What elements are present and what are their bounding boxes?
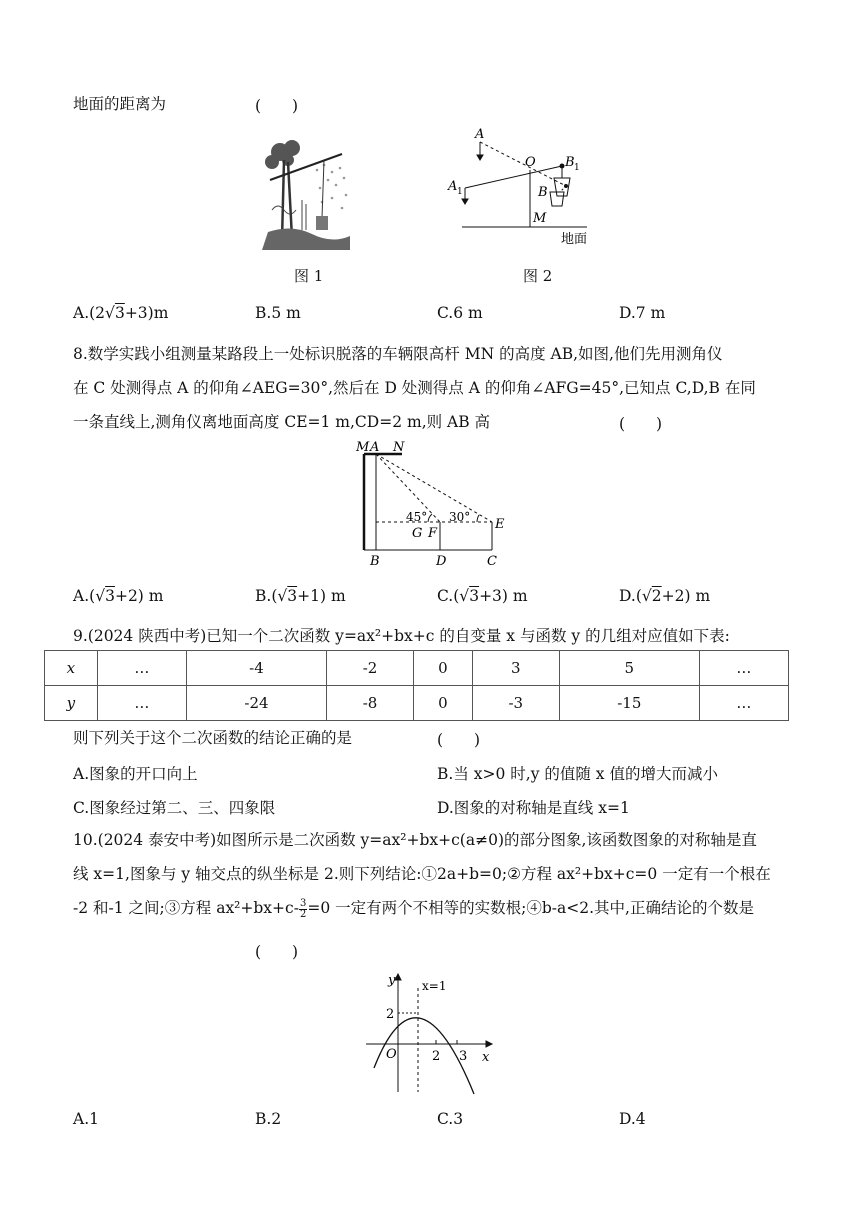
q10-fig-label-x: x [482,1050,490,1065]
table-cell: -15 [559,686,699,721]
table-cell: -24 [186,686,326,721]
q7-figure-1-caption: 图 1 [294,267,324,285]
q7-answer-paren: ( ) [255,97,299,115]
q8-figure-diagram [350,436,530,570]
q8-option-c: C.(√3+3) m [437,587,528,605]
q10-stem-line-1: 10.(2024 泰安中考)如图所示是二次函数 y=ax²+bx+c(a≠0)的部分图象,该函数图象的对称轴是直 [73,831,757,849]
table-cell: 0 [414,686,473,721]
q8-stem-line-2: 在 C 处测得点 A 的仰角∠AEG=30°,然后在 D 处测得点 A 的仰角∠AFG=45°,已知点 C,D,B 在同 [73,379,756,397]
fig2-label-B: B [538,185,548,200]
q8-fig-label-A: A [370,440,380,455]
q8-option-a-radicand: 3 [105,587,115,605]
table-cell: … [97,686,186,721]
q7-option-b: B.5 m [255,304,301,322]
q8-stem-line-3: 一条直线上,测角仪离地面高度 CE=1 m,CD=2 m,则 AB 高 [73,413,491,431]
fig2-label-B1-subscript: 1 [574,163,580,173]
q8-fig-label-30: 30° [449,510,471,524]
q7-option-a-post: +3)m [124,304,169,322]
q7-figure-2-caption: 图 2 [523,267,553,285]
q8-option-b-post: +1) m [297,587,346,605]
q8-option-d-post: +2) m [661,587,711,605]
q9-answer-paren: ( ) [437,731,481,749]
table-cell: -2 [327,651,414,686]
q7-tail-text: 地面的距离为 [73,95,167,113]
q8-option-d-pre: ( [635,587,642,605]
q7-figure-2-diagram [440,122,600,252]
q9-option-d: D.图象的对称轴是直线 x=1 [437,799,630,817]
q10-fraction-denominator: 2 [299,908,307,920]
q8-option-b-letter: B. [255,587,272,605]
q9-option-b: B.当 x>0 时,y 的值随 x 值的增大而减小 [437,765,718,783]
fig2-label-A1: A [448,179,458,194]
table-cell: y [45,686,98,721]
q8-fig-label-N: N [393,440,405,455]
q10-option-d: D.4 [619,1110,646,1128]
table-row [45,651,789,686]
q8-fig-label-D: D [436,554,447,569]
fig2-label-M: M [533,211,547,226]
q8-fig-label-E: E [495,517,505,532]
q7-option-d: D.7 m [619,304,666,322]
q7-option-c: C.6 m [437,304,483,322]
q8-answer-paren: ( ) [619,415,663,433]
q8-option-c-radicand: 3 [469,587,480,605]
q10-fig-label-axis: x=1 [422,979,447,993]
q7-option-a: A.(2√3+3)m [73,304,169,322]
q8-option-a-post: +2) m [114,587,164,605]
q10-figure-parabola [360,968,500,1098]
q8-option-a-pre: ( [89,587,96,605]
fig2-label-O: O [525,155,536,170]
q8-option-a: A.(√3+2) m [73,587,164,605]
table-cell: 0 [414,651,473,686]
q10-stem-line-3-part-b: =0 一定有两个不相等的实数根;④b-a<2.其中,正确结论的个数是 [307,899,754,917]
q10-stem-line-3-part-a: -2 和-1 之间;③方程 ax²+bx+c- [73,899,299,917]
fig2-label-A: A [475,127,485,142]
table-cell: -4 [186,651,326,686]
q8-fig-label-M: M [356,440,370,455]
q9-stem: 9.(2024 陕西中考)已知一个二次函数 y=ax²+bx+c 的自变量 x 与函数 y 的几组对应值如下表: [73,627,730,645]
table-cell: … [699,686,788,721]
q8-option-b-radicand: 3 [287,587,298,605]
table-cell: … [699,651,788,686]
q10-fig-label-y: y [388,973,396,988]
q8-option-a-letter: A. [73,587,90,605]
q8-option-c-post: +3) m [479,587,528,605]
q8-fig-label-F: F [428,526,438,541]
q8-fig-label-G: G [412,526,423,541]
fig2-label-B1: B [565,155,575,170]
q10-option-b: B.2 [255,1110,282,1128]
table-cell: x [45,651,98,686]
fig2-label-ground: 地面 [561,232,588,247]
q10-fig-label-y-2: 2 [386,1007,395,1022]
q10-fig-label-x-3: 3 [459,1049,468,1064]
q8-option-b: B.(√3+1) m [255,587,346,605]
q7-option-a-radicand: 3 [114,304,125,322]
q10-answer-paren: ( ) [255,943,299,961]
q10-option-a: A.1 [73,1110,99,1128]
table-cell: -8 [327,686,414,721]
q9-option-c: C.图象经过第二、三、四象限 [73,799,276,817]
q8-option-b-pre: ( [271,587,278,605]
q7-figure-1-illustration [262,140,352,250]
q10-stem-line-2: 线 x=1,图象与 y 轴交点的纵坐标是 2.则下列结论:①2a+b=0;②方程 ax²+bx+c=0 一定有一个根在 [73,865,771,883]
q8-fig-label-B: B [370,554,380,569]
q7-option-a-pre: (2 [89,304,106,322]
q8-option-c-pre: ( [453,587,460,605]
q10-fraction-numerator: 3 [299,897,307,909]
q8-option-c-letter: C. [437,587,454,605]
table-cell: 5 [559,651,699,686]
table-cell: 3 [472,651,559,686]
q7-option-a-letter: A. [73,304,90,322]
q9-value-table [44,650,789,721]
q8-option-d-letter: D. [619,587,636,605]
table-cell: -3 [472,686,559,721]
q10-fig-label-x-2: 2 [432,1049,441,1064]
table-row [45,686,789,721]
q10-fig-label-origin: O [386,1047,397,1062]
q10-option-c: C.3 [437,1110,464,1128]
q8-option-d: D.(√2+2) m [619,587,711,605]
q8-fig-label-C: C [487,554,497,569]
q8-stem-line-1: 8.数学实践小组测量某路段上一处标识脱落的车辆限高杆 MN 的高度 AB,如图,他们先用测角仪 [73,345,723,363]
q9-option-a: A.图象的开口向上 [73,765,198,783]
fig2-label-A1-subscript: 1 [457,187,463,197]
q10-stem-line-3 [73,898,754,920]
q9-ask: 则下列关于这个二次函数的结论正确的是 [73,729,353,747]
table-cell: … [97,651,186,686]
q8-option-d-radicand: 2 [651,587,662,605]
q8-fig-label-45: 45° [406,510,428,524]
